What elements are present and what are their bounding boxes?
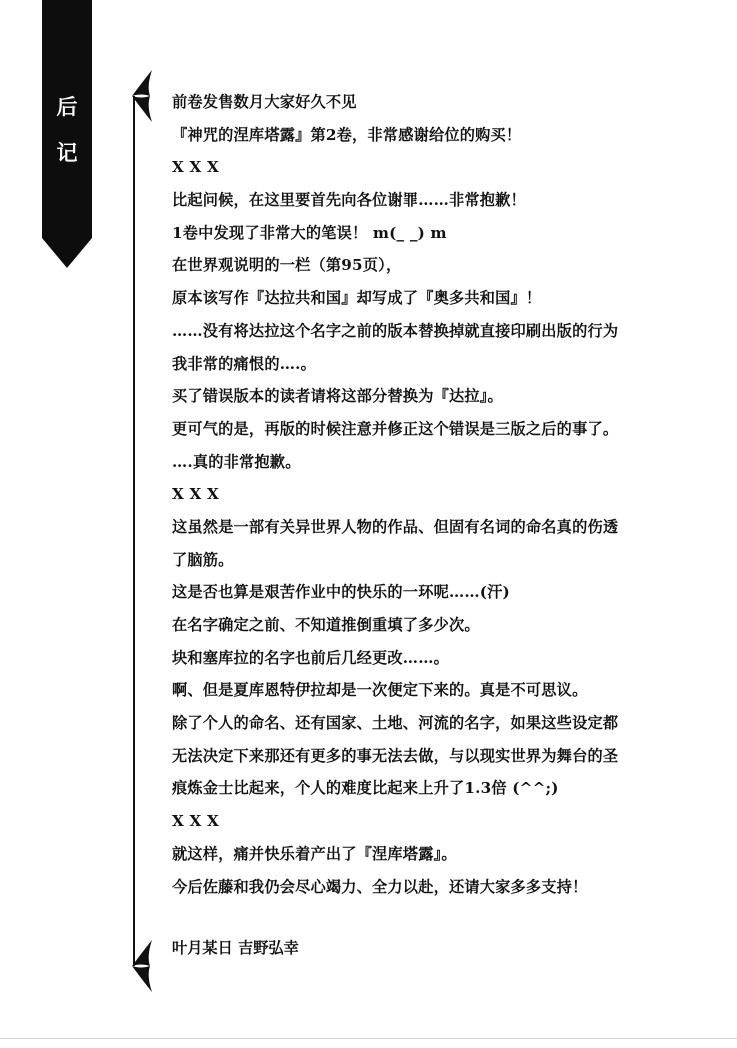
body-line: 今后佐藤和我仍会尽心竭力、全力以赴，还请大家多多支持！	[172, 877, 588, 896]
body-line: 无法决定下来那还有更多的事无法去做，与以现实世界为舞台的圣	[172, 746, 619, 765]
body-line: X X X	[172, 158, 219, 177]
body-line: 在世界观说明的一栏（第95页），	[172, 256, 402, 275]
body-line: ….真的非常抱歉。	[172, 452, 301, 471]
side-tab-title	[42, 84, 92, 176]
body-line: 前卷发售数月大家好久不见	[172, 93, 357, 111]
body-line: 更可气的是，再版的时候注意并修正这个错误是三版之后的事了。	[172, 419, 619, 438]
body-line: 了脑筋。	[172, 550, 234, 569]
body-line: 除了个人的命名、还有国家、土地、河流的名字，如果这些设定都	[172, 714, 619, 733]
body-line: 这是否也算是艰苦作业中的快乐的一环呢……(汗)	[172, 583, 510, 602]
body-line: 『神咒的涅库塔露』第2卷，非常感谢给位的购买！	[172, 125, 522, 144]
body-line: 块和塞库拉的名字也前后几经更改……。	[172, 648, 449, 667]
body-line: 比起问候，在这里要首先向各位谢罪……非常抱歉！	[172, 191, 526, 210]
body-line: 痕炼金士比起来，个人的难度比起来上升了1.3倍 (^^;)	[172, 779, 559, 798]
afterword-body	[172, 86, 717, 903]
body-line: 原本该写作『达拉共和国』却写成了『奥多共和国』！	[172, 289, 542, 308]
side-tab-char-2: 记	[56, 140, 78, 165]
body-line: 我非常的痛恨的….。	[172, 354, 316, 373]
body-line: ……没有将达拉这个名字之前的版本替换掉就直接印刷出版的行为	[172, 321, 619, 340]
body-line: X X X	[172, 485, 219, 504]
body-line: 1卷中发现了非常大的笔误！ m(_ _) m	[172, 223, 447, 242]
body-line: 这虽然是一部有关异世界人物的作品、但固有名词的命名真的伤透	[172, 517, 619, 536]
body-line: 啊、但是夏库恩特伊拉却是一次便定下来的。真是不可思议。	[172, 681, 588, 700]
body-line: 在名字确定之前、不知道推倒重填了多少次。	[172, 616, 480, 634]
body-line: 买了错误版本的读者请将这部分替换为『达拉』。	[172, 387, 503, 406]
vertical-ornament-rule	[128, 66, 158, 996]
body-line: X X X	[172, 812, 219, 831]
page-bottom-divider	[0, 1038, 737, 1039]
side-tab-char-1: 后	[56, 94, 78, 119]
body-line: 就这样，痛并快乐着产出了『涅库塔露』。	[172, 844, 457, 863]
author-signature: 叶月某日 吉野弘幸	[172, 939, 299, 957]
